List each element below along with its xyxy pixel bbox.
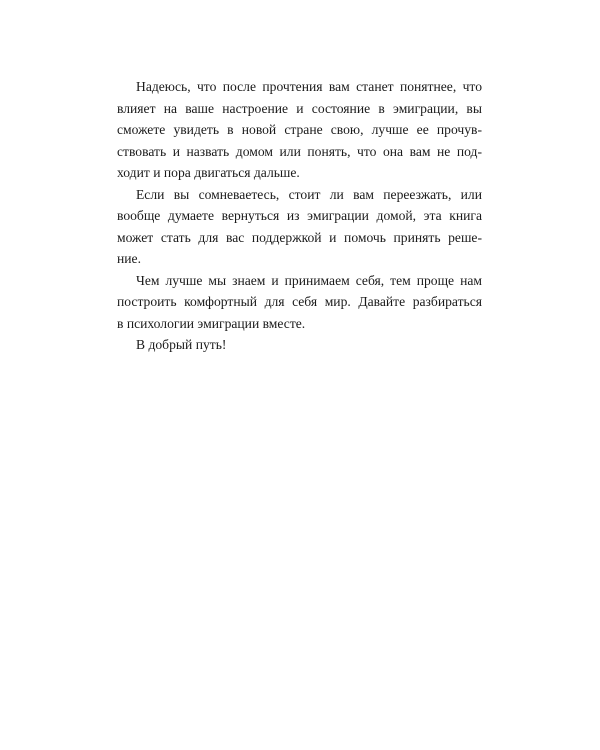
text-line: ние. bbox=[117, 251, 141, 266]
text-line: вообще думаете вернуться из эмиграции домой, эта книга bbox=[117, 208, 482, 223]
paragraph-4 bbox=[117, 334, 482, 356]
paragraph-1 bbox=[117, 76, 482, 184]
text-line: влияет на ваше настроение и состояние в эмиграции, вы bbox=[117, 100, 482, 116]
body-text bbox=[117, 76, 482, 356]
text-line: ствовать и назвать домом или понять, что она вам не под- bbox=[117, 143, 482, 159]
text-line: может стать для вас поддержкой и помочь принять реше- bbox=[117, 229, 482, 245]
text-line: в психологии эмиграции вместе. bbox=[117, 315, 306, 331]
text-line: сможете увидеть в новой стране свою, лучше ее прочув- bbox=[117, 122, 482, 137]
text-line: Надеюсь, что после прочтения вам станет понятнее, что bbox=[136, 79, 482, 94]
text-line: ходит и пора двигаться дальше. bbox=[117, 165, 300, 180]
text-line: построить комфортный для себя мир. Давайте разбираться bbox=[117, 294, 482, 309]
paragraph-3 bbox=[117, 270, 482, 335]
text-line: В добрый путь! bbox=[136, 337, 227, 352]
text-line: Если вы сомневаетесь, стоит ли вам переезжать, или bbox=[136, 186, 482, 202]
paragraph-2 bbox=[117, 184, 482, 270]
text-line: Чем лучше мы знаем и принимаем себя, тем проще нам bbox=[136, 272, 482, 288]
